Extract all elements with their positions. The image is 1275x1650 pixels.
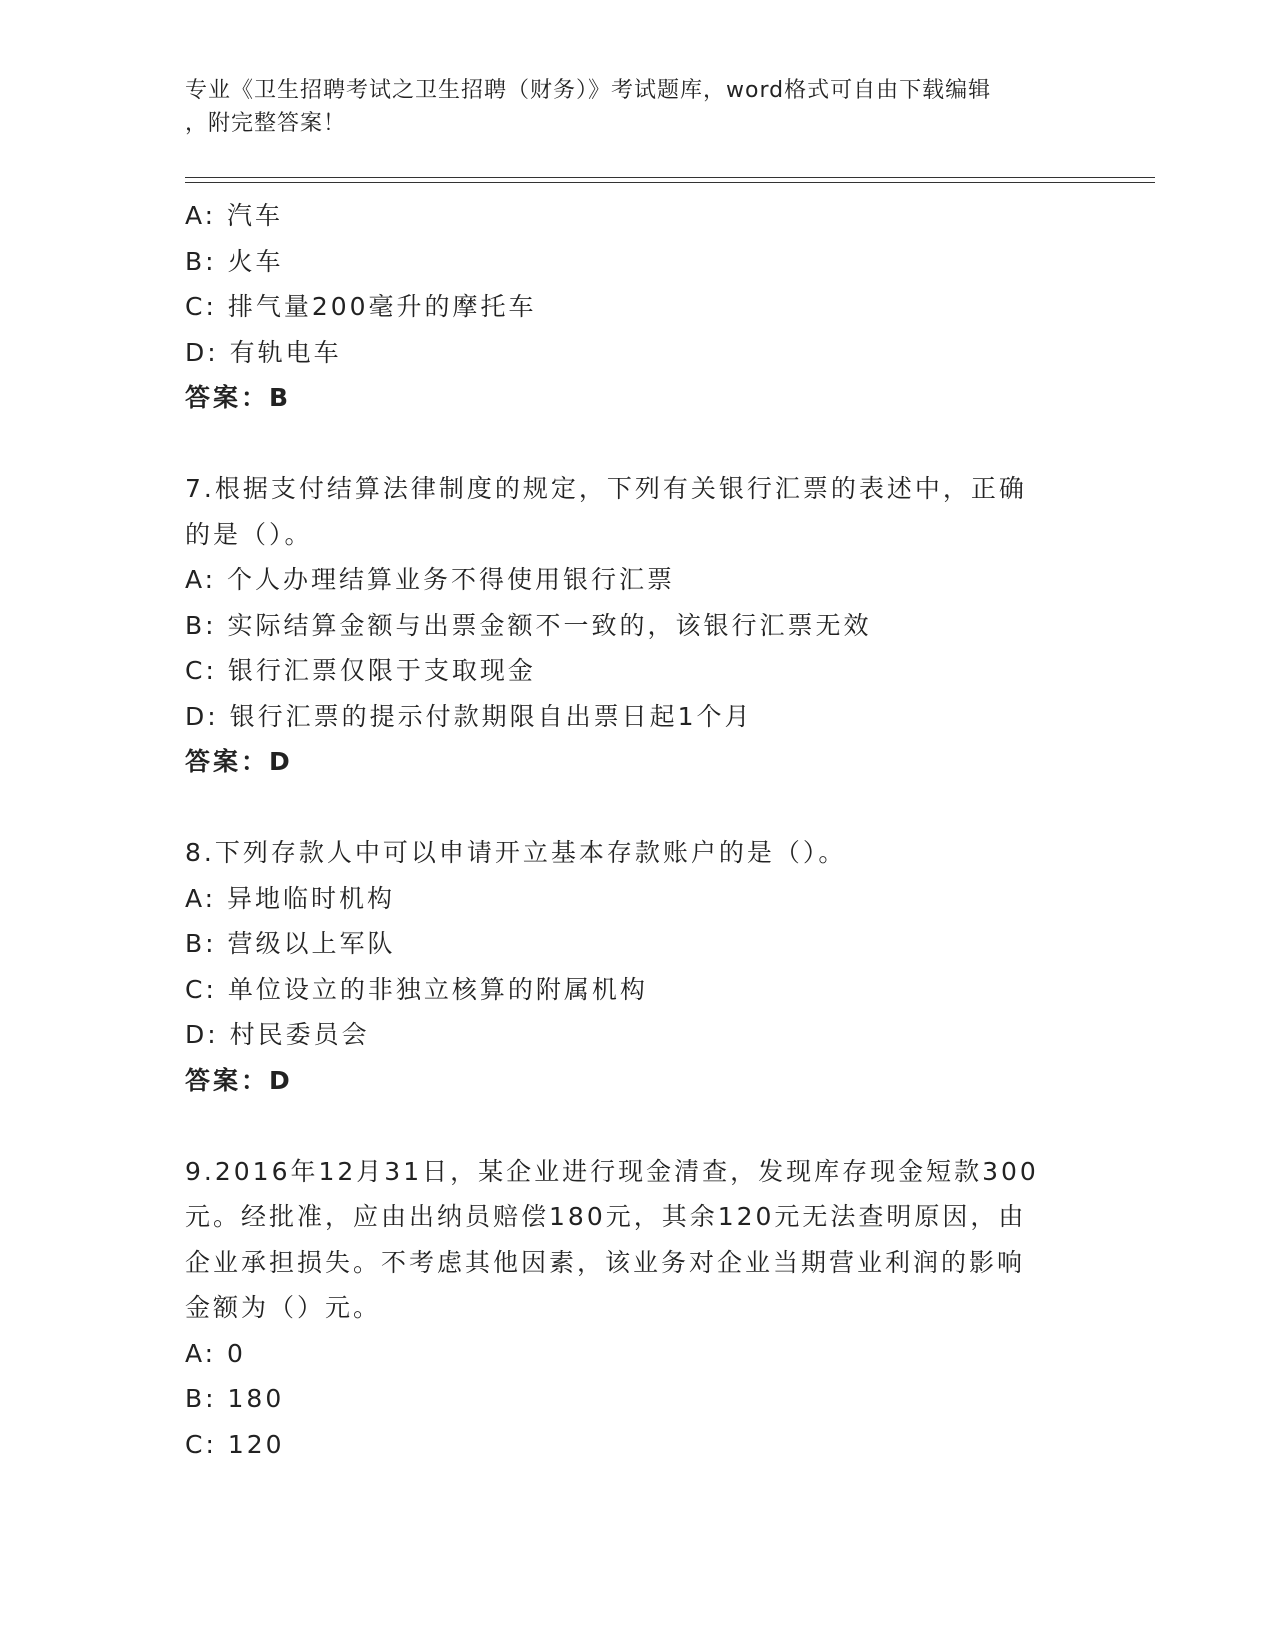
q7-option-a: A: 个人办理结算业务不得使用银行汇票	[185, 565, 676, 594]
q6-option-a: A: 汽车	[185, 201, 284, 230]
q7-option-c: C: 银行汇票仅限于支取现金	[185, 656, 536, 685]
spacer	[185, 785, 1065, 831]
question-6	[185, 193, 1065, 421]
q7-option-b: B: 实际结算金额与出票金额不一致的，该银行汇票无效	[185, 610, 872, 640]
q9-option-a: A: 0	[185, 1338, 246, 1368]
q7-answer: 答案：D	[185, 747, 293, 776]
question-9	[185, 1149, 1065, 1468]
q7-stem-line-1: 7.根据支付结算法律制度的规定，下列有关银行汇票的表述中，正确	[185, 474, 1027, 503]
q7-stem-line-2: 的是（）。	[185, 519, 313, 549]
spacer	[185, 1103, 1065, 1149]
spacer	[185, 421, 1065, 467]
q6-option-d: D: 有轨电车	[185, 337, 342, 367]
q9-stem-line-3: 企业承担损失。不考虑其他因素，该业务对企业当期营业利润的影响	[185, 1247, 1026, 1277]
q9-stem-line-1: 9.2016年12月31日，某企业进行现金清查，发现库存现金短款300	[185, 1156, 1039, 1186]
question-8	[185, 830, 1065, 1103]
q6-option-c: C: 排气量200毫升的摩托车	[185, 292, 537, 321]
q8-option-c: C: 单位设立的非独立核算的附属机构	[185, 974, 648, 1004]
q6-answer: 答案：B	[185, 383, 292, 412]
question-7	[185, 466, 1065, 785]
q9-stem-line-4: 金额为（）元。	[185, 1293, 382, 1322]
q7-option-d: D: 银行汇票的提示付款期限自出票日起1个月	[185, 701, 753, 731]
header-line-2: ，附完整答案！	[185, 111, 347, 136]
q8-option-a: A: 异地临时机构	[185, 883, 396, 913]
question-content	[185, 193, 1065, 1467]
q8-answer: 答案：D	[185, 1065, 293, 1095]
q9-option-b: B: 180	[185, 1384, 285, 1413]
header-rule-top	[185, 177, 1155, 178]
q8-option-d: D: 村民委员会	[185, 1020, 370, 1049]
header-line-1: 专业《卫生招聘考试之卫生招聘（财务）》考试题库，word格式可自由下载编辑	[185, 78, 992, 103]
q8-option-b: B: 营级以上军队	[185, 929, 396, 958]
q8-stem-line-1: 8.下列存款人中可以申请开立基本存款账户的是（）。	[185, 838, 847, 867]
q6-option-b: B: 火车	[185, 246, 284, 276]
document-header	[185, 74, 1065, 140]
q9-stem-line-2: 元。经批准，应由出纳员赔偿180元，其余120元无法查明原因，由	[185, 1202, 1027, 1231]
q9-option-c: C: 120	[185, 1429, 285, 1459]
header-rule-bottom	[185, 182, 1155, 183]
